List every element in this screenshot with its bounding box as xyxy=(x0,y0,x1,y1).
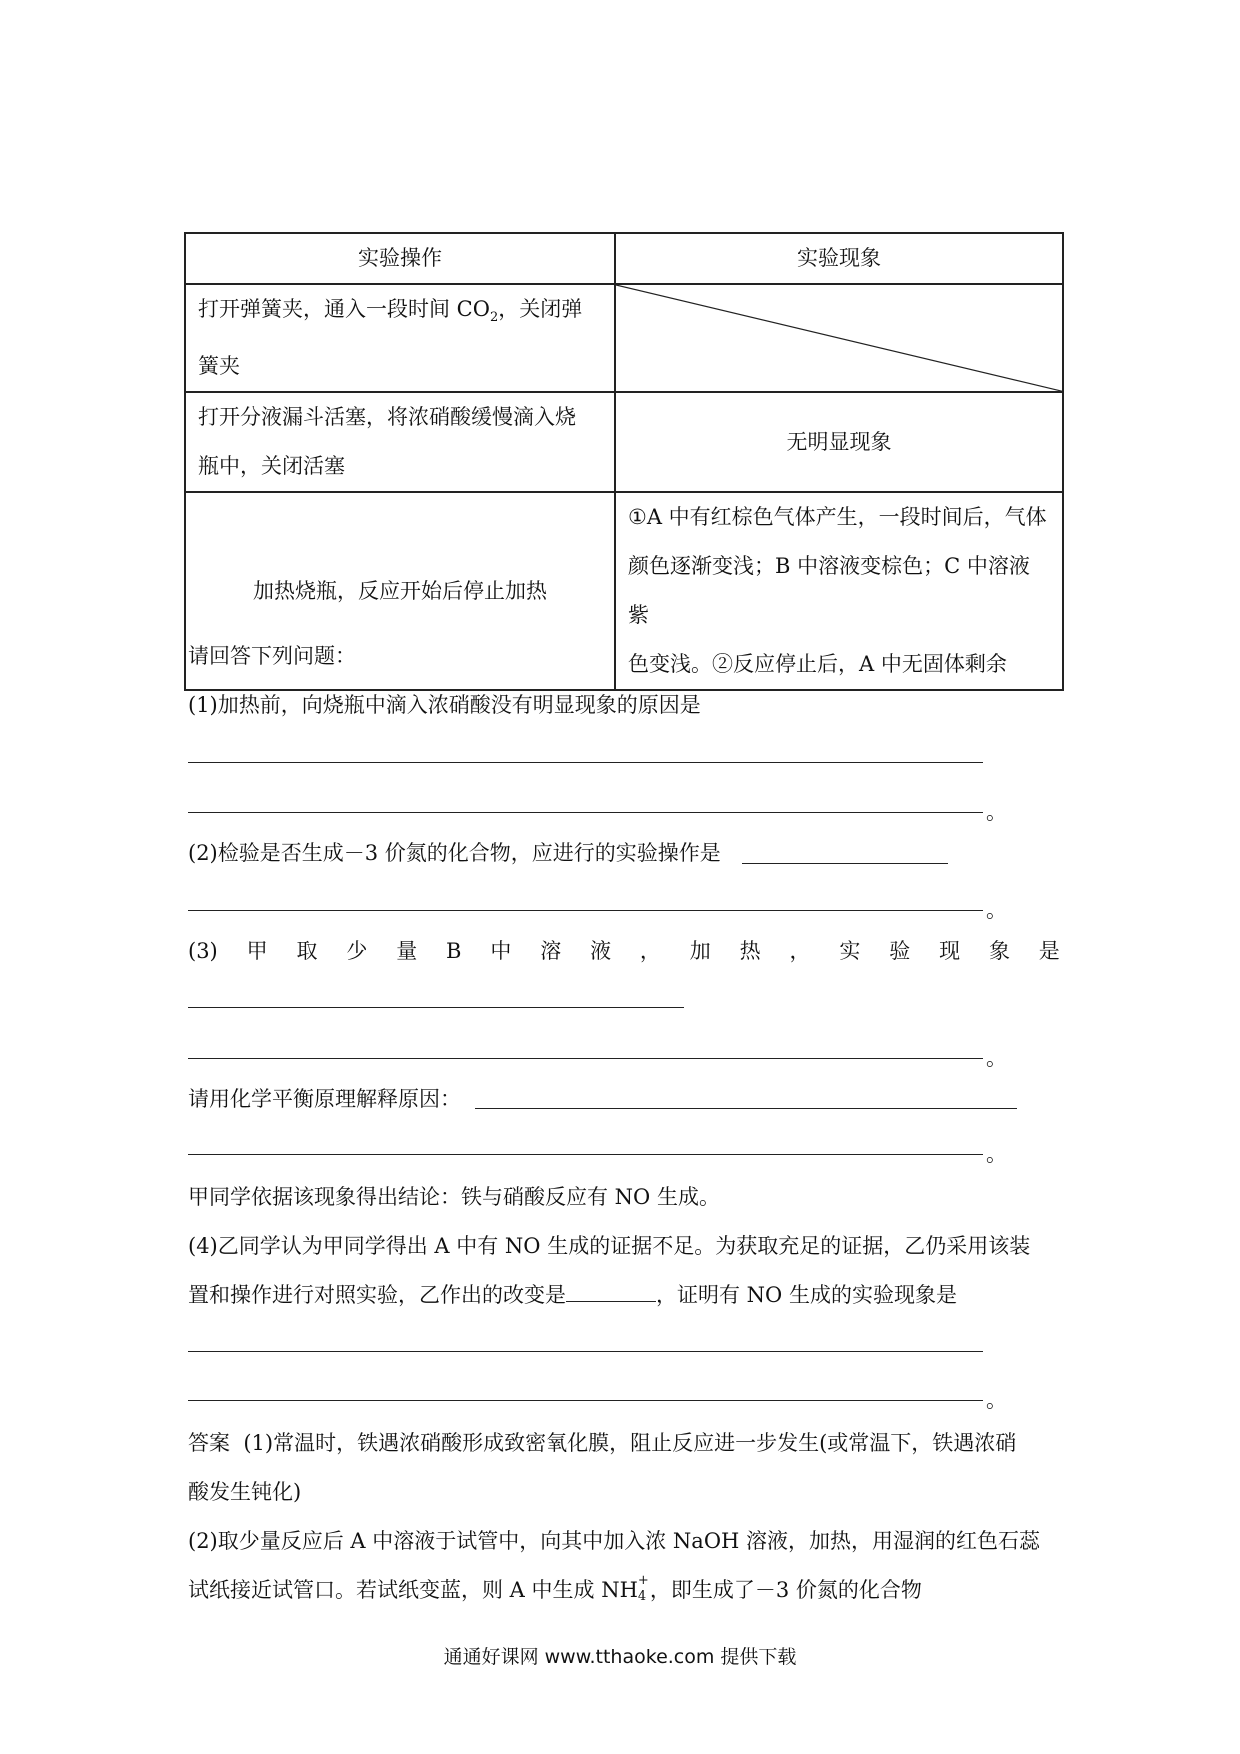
row3-ph-text-b: 颜色逐渐变浅；B 中溶液变棕色；C 中溶液紫 xyxy=(628,554,1030,628)
row1-op-text-a: 打开弹簧夹，通入一段时间 CO xyxy=(198,297,490,321)
questions-intro: 请回答下列问题： xyxy=(188,644,356,668)
answer-blank-inline[interactable] xyxy=(566,1281,656,1302)
question-2: (2)检验是否生成－3 价氮的化合物，应进行的实验操作是 xyxy=(188,841,721,865)
footer-source: 通通好课网 www.tthaoke.com 提供下载 xyxy=(443,1646,797,1668)
table-row xyxy=(185,392,1063,492)
answer-blank-line[interactable] xyxy=(188,1154,983,1155)
period-mark: 。 xyxy=(986,800,1007,824)
answer-blank-line[interactable] xyxy=(188,1007,684,1008)
question-3-word: 甲 xyxy=(246,939,268,963)
row1-op-text-c: 簧夹 xyxy=(198,354,240,379)
question-4-line1: (4)乙同学认为甲同学得出 A 中有 NO 生成的证据不足。为获取充足的证据，乙仍采用该装 xyxy=(188,1234,1031,1258)
answer-blank-line[interactable] xyxy=(188,1058,983,1059)
question-3-word: 实 xyxy=(839,939,861,963)
question-3-word: ， xyxy=(789,939,811,963)
ion-superscript: + xyxy=(637,1573,649,1588)
answer-1-line2: 酸发生钝化) xyxy=(188,1480,302,1504)
question-3-word: (3) xyxy=(188,939,218,963)
row3-ph-text-a: ①A 中有红棕色气体产生，一段时间后，气体 xyxy=(628,505,1047,530)
row3-operation: 加热烧瓶，反应开始后停止加热 xyxy=(185,492,615,690)
period-mark: 。 xyxy=(986,1046,1007,1070)
ion-subscript: 4 xyxy=(637,1589,647,1604)
row1-op-text-b: ，关闭弹 xyxy=(498,297,583,321)
answer-blank-line[interactable] xyxy=(742,863,948,864)
answer-blank-line[interactable] xyxy=(188,1400,983,1401)
row2-phenomenon: 无明显现象 xyxy=(615,392,1063,492)
question-3-word: 取 xyxy=(296,939,318,963)
question-1: (1)加热前，向烧瓶中滴入浓硝酸没有明显现象的原因是 xyxy=(188,693,701,717)
period-mark: 。 xyxy=(986,898,1007,922)
question-3-word: 液 xyxy=(590,939,612,963)
answer-blank-line[interactable] xyxy=(188,812,983,813)
question-3-word: 溶 xyxy=(540,939,562,963)
row3-ph-text-c: 色变浅。②反应停止后，A 中无固体剩余 xyxy=(628,652,1007,677)
row2-op-text-a: 打开分液漏斗活塞，将浓硝酸缓慢滴入烧 xyxy=(198,405,576,430)
period-mark: 。 xyxy=(986,1388,1007,1412)
question-3-word: 加 xyxy=(689,939,711,963)
header-phenomenon: 实验现象 xyxy=(615,233,1063,284)
row1-operation xyxy=(185,284,615,392)
row2-operation xyxy=(185,392,615,492)
answer-1-text: (1)常温时，铁遇浓硝酸形成致密氧化膜，阻止反应进一步发生(或常温下，铁遇浓硝 xyxy=(243,1431,1017,1455)
period-mark: 。 xyxy=(986,1142,1007,1166)
question-3-word: 象 xyxy=(988,939,1010,963)
answer-2-text-b: ，即生成了－3 价氮的化合物 xyxy=(649,1578,922,1602)
diagonal-slash xyxy=(616,285,1062,391)
answer-label: 答案 xyxy=(188,1431,230,1455)
question-3-word: B xyxy=(446,939,462,963)
question-3-word: ， xyxy=(639,939,661,963)
answer-blank-line[interactable] xyxy=(475,1108,1017,1109)
table-header-row xyxy=(185,233,1063,284)
ion-charge-script xyxy=(637,1573,650,1604)
question-3-word: 验 xyxy=(889,939,911,963)
answer-2-line2 xyxy=(188,1573,922,1604)
conclusion-text: 甲同学依据该现象得出结论：铁与硝酸反应有 NO 生成。 xyxy=(188,1185,720,1209)
question-3-word: 热 xyxy=(739,939,761,963)
question-3 xyxy=(188,937,1060,965)
question-3-word: 少 xyxy=(346,939,368,963)
q4-text-b: ，证明有 NO 生成的实验现象是 xyxy=(656,1283,957,1307)
question-3-word: 现 xyxy=(939,939,961,963)
answer-blank-line[interactable] xyxy=(188,762,983,763)
question-3-word: 是 xyxy=(1038,939,1060,963)
q4-text-a: 置和操作进行对照实验，乙作出的改变是 xyxy=(188,1283,566,1307)
header-operation: 实验操作 xyxy=(185,233,615,284)
experiment-table xyxy=(184,232,1064,691)
question-3-explain: 请用化学平衡原理解释原因： xyxy=(188,1087,461,1111)
question-4-line2 xyxy=(188,1281,957,1309)
question-3-word: 中 xyxy=(490,939,512,963)
row3-phenomenon xyxy=(615,492,1063,690)
answer-blank-line[interactable] xyxy=(188,1351,983,1352)
answer-2-text-a: 试纸接近试管口。若试纸变蓝，则 A 中生成 NH xyxy=(188,1578,638,1602)
answer-1-line1 xyxy=(188,1429,1016,1457)
row1-phenomenon-empty-cell xyxy=(615,284,1063,392)
table-row xyxy=(185,284,1063,392)
answer-blank-line[interactable] xyxy=(188,910,983,911)
row2-op-text-b: 瓶中，关闭活塞 xyxy=(198,454,345,479)
question-3-word: 量 xyxy=(396,939,418,963)
answer-2-line1: (2)取少量反应后 A 中溶液于试管中，向其中加入浓 NaOH 溶液，加热，用湿润的红色石蕊 xyxy=(188,1529,1041,1553)
row1-op-subscript: 2 xyxy=(489,310,499,326)
